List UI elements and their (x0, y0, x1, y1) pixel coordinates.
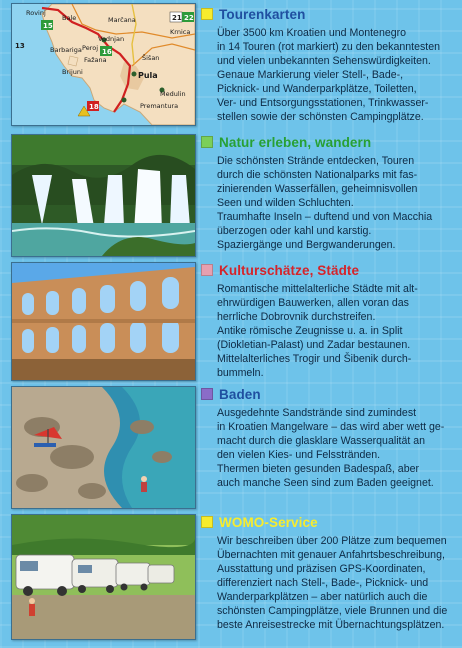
square-bullet-icon (201, 264, 213, 276)
map-label: Medulin (160, 90, 186, 98)
map-label: Krnica (170, 28, 191, 36)
section-body: Die schönsten Strände entdecken, Touren durch die schönsten Nationalparks mit fas- zinierenden Wasserfällen, geheimnisvollen Seen und wilden Schluchten. Traumhafte Inseln – duftend und von Macchia überzogen oder kahl und karstig. Spaziergänge und Bergwanderungen. (217, 155, 433, 251)
route-number: 21 (172, 14, 182, 22)
section-womo (0, 510, 462, 648)
section-heading (201, 260, 456, 280)
section-body: Über 3500 km Kroatien und Montenegro in 14 Touren (rot markiert) zu den bekanntesten und vielen unbekannten Sehenswürdigkeiten. Genaue Markierung vieler Stell-, Bade-, Picknick- und Wanderparkplätze, Toiletten, Ver- und Entsorgungsstationen, Trinkwasser- stellen sowie der schönsten Campingplätze. (217, 27, 440, 123)
square-bullet-icon (201, 8, 213, 20)
map-label: Fažana (84, 56, 107, 64)
square-bullet-icon (201, 388, 213, 400)
route-number: 18 (89, 103, 99, 111)
section-heading (201, 384, 456, 404)
section-baden (0, 382, 462, 510)
route-number: 13 (15, 42, 25, 50)
section-title: Baden (219, 386, 261, 402)
map-label: Brijuni (62, 68, 83, 76)
section-natur (0, 130, 462, 258)
tour-map-image (11, 3, 196, 126)
map-label: Vodnjan (98, 35, 125, 43)
section-body: Wir beschreiben über 200 Plätze zum bequemen Übernachten mit genauer Anfahrtsbeschreibung, Ausstattung und präzisen GPS-Koordinaten, differenziert nach Stell-, Bade-, Picknick- und Wanderparkplätzen – aber natürlich auch die schönsten Campingplätze, viele Brunnen und die beste Anreisestrecke mit Übernachtungsplätzen. (217, 535, 448, 631)
section-text (201, 260, 456, 380)
campervan-photo (11, 514, 196, 640)
section-body: Romantische mittelalterliche Städte mit alt- ehrwürdigen Bauwerken, allen voran das herrliche Dobrovnik durchstreifen. Antike römische Zeugnisse u. a. in Split (Diokletian-Palast) und Zadar bestaunen. Mittelalterliches Trogir und Šibenik durch- bummeln. (217, 283, 418, 379)
section-title: WOMO-Service (219, 514, 318, 530)
section-text (201, 512, 456, 632)
map-label: Šišan (142, 54, 160, 62)
section-heading (201, 512, 456, 532)
section-text (201, 4, 456, 124)
section-kultur (0, 258, 462, 382)
section-title: Natur erleben, wandern (219, 134, 372, 150)
section-text (201, 132, 456, 252)
square-bullet-icon (201, 136, 213, 148)
map-label: Pula (138, 71, 158, 80)
section-title: Kulturschätze, Städte (219, 262, 360, 278)
map-label: Barbariga (50, 46, 82, 54)
section-heading (201, 132, 456, 152)
map-label: Premantura (140, 102, 179, 110)
map-label: Marčana (108, 16, 136, 24)
map-label: Peroj (82, 44, 98, 52)
section-tourenkarten (0, 0, 462, 130)
section-body: Ausgedehnte Sandstrände sind zumindest in Kroatien Mangelware – das wird aber wett ge- macht durch die glasklare Wasserqualität an den vielen Kies- und Felsstränden. Thermen bieten gesunden Badespaß, aber auch manche Seen sind zum Baden geeignet. (217, 407, 445, 489)
route-number: 15 (43, 22, 53, 30)
route-number: 22 (184, 14, 194, 22)
map-label: Rovinj (26, 9, 46, 17)
section-text (201, 384, 456, 490)
square-bullet-icon (201, 516, 213, 528)
beach-photo (11, 386, 196, 509)
section-heading (201, 4, 456, 24)
route-number: 16 (102, 48, 112, 56)
amphitheater-photo (11, 262, 196, 381)
map-label: Bale (62, 14, 77, 22)
section-title: Tourenkarten (219, 6, 306, 22)
waterfall-photo (11, 134, 196, 257)
